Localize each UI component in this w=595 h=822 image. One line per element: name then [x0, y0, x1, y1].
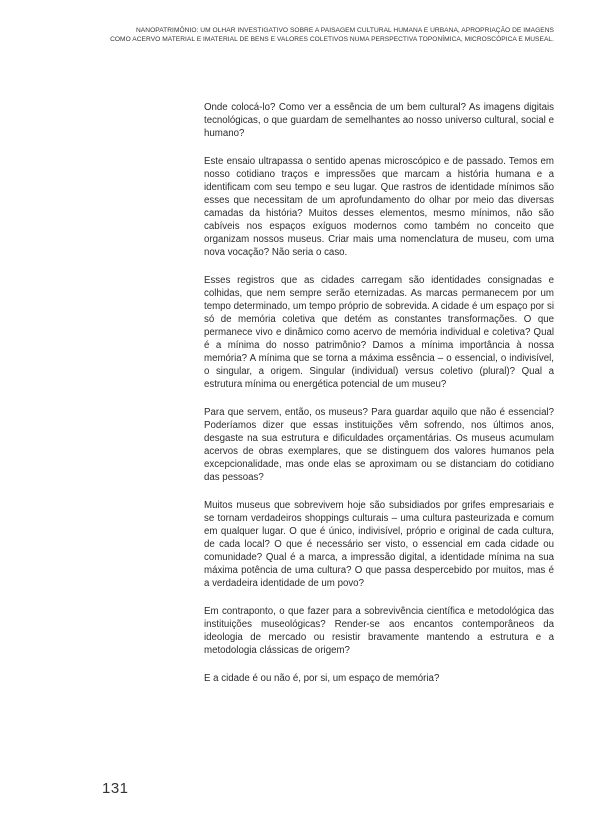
running-header-line-1: NANOPATRIMÔNIO: UM OLHAR INVESTIGATIVO SOBRE A PAISAGEM CULTURAL HUMANA E URBANA, APROPRIAÇÃO DE IMAGENS: [136, 27, 554, 34]
paragraph-6: Em contraponto, o que fazer para a sobrevivência científica e metodológica das instituições museológicas? Render-se aos encantos contemporâneos da ideologia de mercado ou resistir bravamente mantendo a estrutura e a metodologia clássicas de origem?: [204, 606, 554, 656]
body-text-column: [204, 101, 554, 700]
paragraph-7: E a cidade é ou não é, por si, um espaço de memória?: [204, 673, 440, 684]
page-number: 131: [102, 780, 129, 797]
running-header: [20, 27, 554, 44]
paragraph-3: Esses registros que as cidades carregam são identidades consignadas e colhidas, que nem sempre serão eternizadas. As marcas permanecem por um tempo determinado, um tempo próprio de sobrevida. A cidade é um espaço por si só de memória coletiva que detém as constantes transformações. O que permanece vivo e dinâmico como acervo de memória individual e coletiva? Qual é a mínima do nosso patrimônio? Damos a mínima importância à nossa memória? A mínima que se torna a máxima essência – o essencial, o indivisível, o singular, a origem. Singular (individual) versus coletivo (plural)? Qual a estrutura mínima ou energética potencial de um museu?: [204, 275, 554, 390]
paragraph-4: Para que servem, então, os museus? Para guardar aquilo que não é essencial? Poderíamos dizer que essas instituições vêm sofrendo, nos últimos anos, desgaste na sua estrutura e dificuldades orçamentárias. Os museus acumulam acervos de obras exemplares, que se distinguem dos valores humanos pela excepcionalidade, mas onde elas se aproximam ou se distanciam do cotidiano das pessoas?: [204, 407, 554, 483]
paragraph-5: Muitos museus que sobrevivem hoje são subsidiados por grifes empresariais e se tornam verdadeiros shoppings culturais – uma cultura pasteurizada e comum em qualquer lugar. O que é único, indivisível, próprio e original de cada cultura, de cada local? O que é necessário ser visto, o essencial em cada cidade ou comunidade? Qual é a marca, a impressão digital, a identidade mínima na sua máxima potência de uma cultura? O que passa despercebido por muitos, mas é a verdadeira identidade de um povo?: [204, 500, 554, 589]
running-header-line-2: COMO ACERVO MATERIAL E IMATERIAL DE BENS E VALORES COLETIVOS NUMA PERSPECTIVA TOPONÍMICA, MICROSCÓPICA E MUSEAL.: [110, 35, 554, 43]
paragraph-2: Este ensaio ultrapassa o sentido apenas microscópico e de passado. Temos em nosso cotidiano traços e impressões que marcam a história humana e a identificam com seu tempo e seu lugar. Que rastros de identidade mínimos são esses que necessitam de um aprofundamento do olhar por meio das diversas camadas da história? Muitos desses elementos, mesmo mínimos, não são cabíveis nos espaços exíguos modernos como também no conceito que organizam nossos museus. Criar mais uma nomenclatura de museu, com uma nova vocação? Não seria o caso.: [204, 156, 554, 258]
paragraph-1: Onde colocá-lo? Como ver a essência de um bem cultural? As imagens digitais tecnológicas, o que guardam de semelhantes ao nosso universo cultural, social e humano?: [204, 102, 554, 139]
